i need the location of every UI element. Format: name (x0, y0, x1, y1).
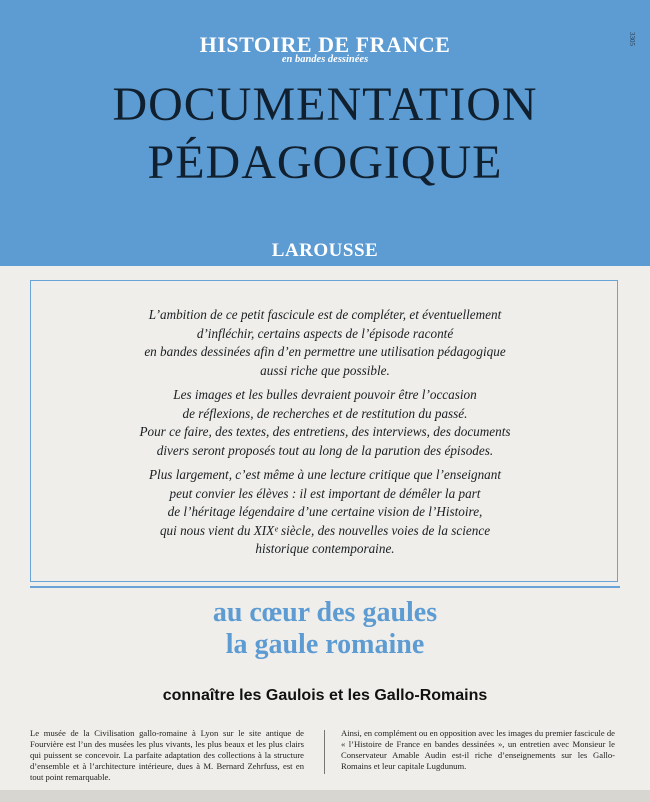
intro-p1-line: L’ambition de ce petit fascicule est de compléter, et éventuellement (148, 307, 502, 322)
document-title-line-2: PÉDAGOGIQUE (147, 136, 503, 189)
topic-title-line-2: la gaule romaine (225, 629, 425, 660)
topic-title-line-1: au cœur des gaules (212, 597, 438, 628)
topic-subtitle: connaître les Gaulois et les Gallo-Romains (162, 687, 488, 704)
document-title-line-1: DOCUMENTATION (112, 78, 538, 131)
column-right-text: Ainsi, en complément ou en opposition avec les images du premier fascicule de « l’Histoire de France en bandes dessinées », un entretien avec Monsieur le Conservateur Amable Audin est-il riche d’enseignements sur les Gallo-Romains et leur capitale Lugdunum. (341, 728, 615, 771)
side-code: 3305 (628, 32, 636, 46)
intro-p1-line: aussi riche que possible. (260, 362, 390, 378)
series-subtitle: en bandes dessinées (281, 54, 369, 65)
topic-title (0, 597, 650, 661)
series-title: HISTOIRE DE FRANCE (199, 32, 451, 57)
intro-p2-line: Les images et les bulles devraient pouvoir être l’occasion (173, 387, 477, 402)
publisher-name: LAROUSSE (271, 240, 379, 261)
document-title (0, 76, 650, 192)
intro-paragraph-1 (60, 306, 590, 380)
section-divider (30, 586, 620, 588)
intro-p2-line: divers seront proposés tout au long de la parution des épisodes. (156, 442, 494, 458)
intro-p1-line: d’infléchir, certains aspects de l’épisode raconté (196, 325, 454, 341)
intro-p3-line: Plus largement, c’est même à une lecture critique que l’enseignant (148, 467, 502, 482)
intro-paragraph-3 (60, 466, 590, 559)
intro-p1-line: en bandes dessinées afin d’en permettre une utilisation pédagogique (144, 344, 506, 359)
intro-p2-line: de réflexions, de recherches et de restitution du passé. (182, 405, 468, 421)
intro-p2-line: Pour ce faire, des textes, des entretiens, des interviews, des documents (139, 424, 511, 439)
intro-p3-line: peut convier les élèves : il est important de démêler la part (169, 485, 481, 501)
intro-p3-line: de l’héritage légendaire d’une certaine vision de l’Histoire, (167, 504, 483, 519)
intro-p3-line: qui nous vient du XIXᵉ siècle, des nouvelles voies de la science (159, 522, 491, 538)
column-separator (324, 730, 325, 774)
page-bottom-edge (0, 790, 650, 802)
intro-p3-line: historique contemporaine. (255, 541, 395, 556)
intro-paragraph-2 (60, 386, 590, 460)
column-left-text: Le musée de la Civilisation gallo-romaine à Lyon sur le site antique de Fourvière est l’un des musées les plus vivants, les plus beaux et les plus clairs qui puissent se concevoir. La parfaite adaptation des collections à la structure d’ensemble et à l’architecture intérieure, dues à M. Bernard Zehrfuss, est en tout point remarquable. (30, 728, 304, 782)
